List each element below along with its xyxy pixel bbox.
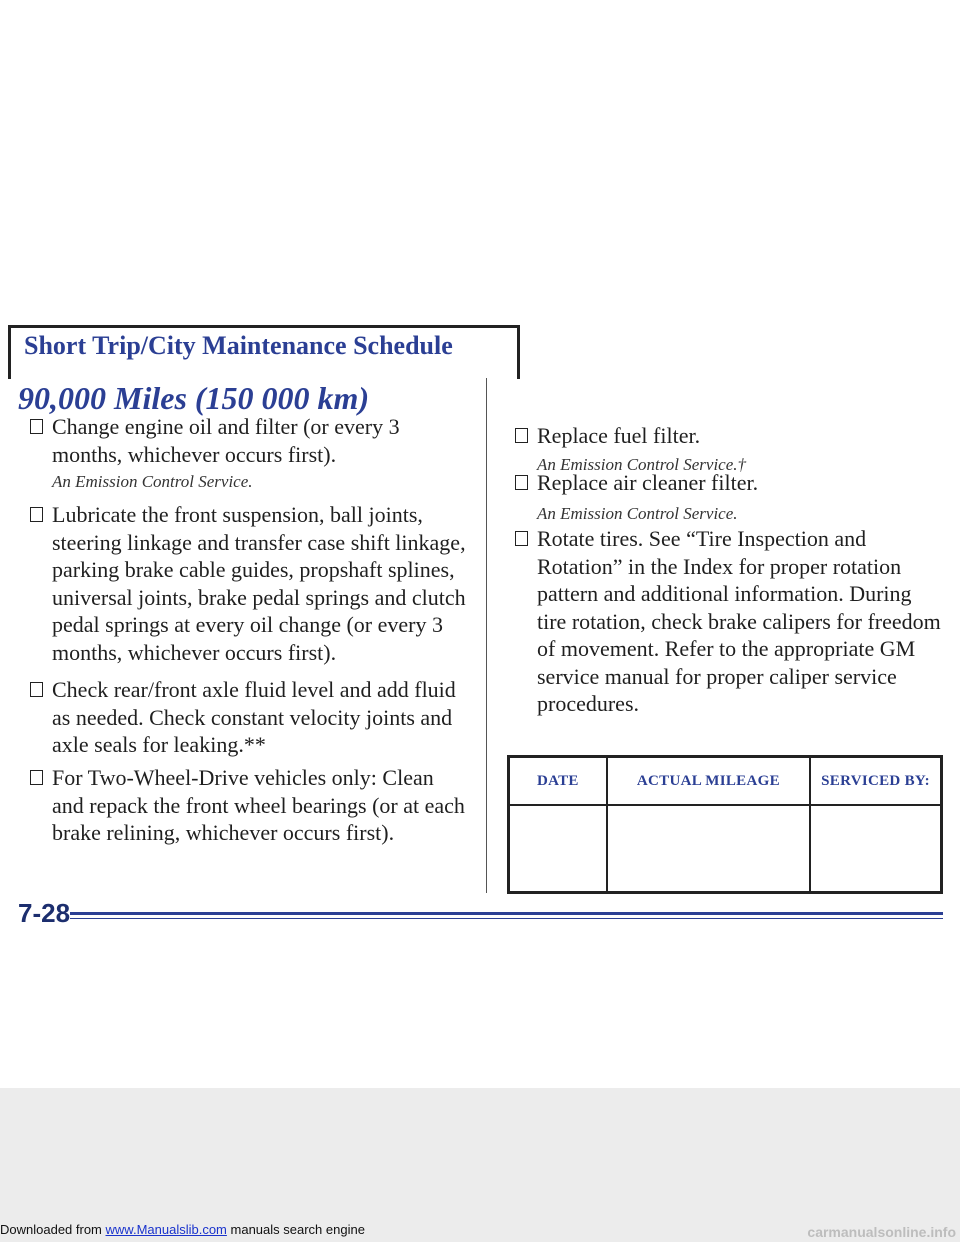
checklist-item-change-oil: [30, 413, 470, 468]
service-record-table: [507, 755, 943, 894]
checklist-item-text: Change engine oil and filter (or every 3 months, whichever occurs first).: [52, 414, 400, 467]
column-header-mileage: ACTUAL MILEAGE: [607, 757, 810, 806]
table-header-row: [509, 757, 942, 806]
checklist-item-fuel-filter: [515, 422, 945, 450]
checklist-item-rotate-tires: [515, 525, 945, 718]
checkbox-icon: [515, 428, 528, 443]
checkbox-icon: [515, 475, 528, 490]
footer-rule-thin: [70, 918, 943, 919]
checklist-item-axle-fluid: [30, 676, 470, 759]
table-row: [509, 805, 942, 893]
footer-rule: [70, 912, 943, 915]
checklist-item-air-filter: [515, 469, 945, 497]
checklist-item-text: For Two-Wheel-Drive vehicles only: Clean and repack the front wheel bearings (or at each brake relining, whichever occurs first).: [52, 765, 465, 845]
page-header-title: Short Trip/City Maintenance Schedule: [24, 331, 453, 360]
checkbox-icon: [30, 770, 43, 785]
column-header-date: DATE: [509, 757, 607, 806]
table-cell-mileage[interactable]: [607, 805, 810, 893]
emission-note: An Emission Control Service.: [537, 504, 738, 523]
table-cell-serviced-by[interactable]: [810, 805, 941, 893]
column-header-serviced-by: SERVICED BY:: [810, 757, 941, 806]
download-prefix: Downloaded from: [0, 1222, 102, 1237]
section-title: 90,000 Miles (150 000 km): [18, 380, 370, 416]
checklist-item-text: Replace air cleaner filter.: [537, 470, 759, 495]
checkbox-icon: [30, 419, 43, 434]
checkbox-icon: [30, 507, 43, 522]
page-bottom-band: [0, 1088, 960, 1242]
checklist-item-text: Replace fuel filter.: [537, 423, 701, 448]
checklist-item-text: Lubricate the front suspension, ball joints, steering linkage and transfer case shift linkage, parking brake cable guides, propshaft splines, universal joints, brake pedal springs and clutch pedal springs at every oil change (or every 3 months, whichever occurs first).: [52, 502, 466, 665]
emission-note: An Emission Control Service.: [52, 472, 253, 491]
page-number: 7-28: [18, 898, 71, 928]
column-divider: [486, 378, 487, 893]
manualslib-link[interactable]: www.Manualslib.com: [105, 1222, 227, 1237]
watermark-logo: carmanualsonline.info: [807, 1224, 956, 1240]
emission-note: An Emission Control Service.†: [537, 455, 747, 474]
download-suffix: manuals search engine: [230, 1222, 365, 1237]
checklist-item-lubricate: [30, 501, 470, 666]
checklist-item-text: Rotate tires. See “Tire Inspection and Rotation” in the Index for proper rotation pattern and additional information. During tire rotation, check brake calipers for freedom of movement. Refer to the appropriate GM service manual for proper caliper service procedures.: [537, 526, 941, 716]
checkbox-icon: [515, 531, 528, 546]
checklist-item-wheel-bearings: [30, 764, 470, 847]
checkbox-icon: [30, 682, 43, 697]
checklist-item-text: Check rear/front axle fluid level and add fluid as needed. Check constant velocity joints and axle seals for leaking.**: [52, 677, 456, 757]
table-cell-date[interactable]: [509, 805, 607, 893]
